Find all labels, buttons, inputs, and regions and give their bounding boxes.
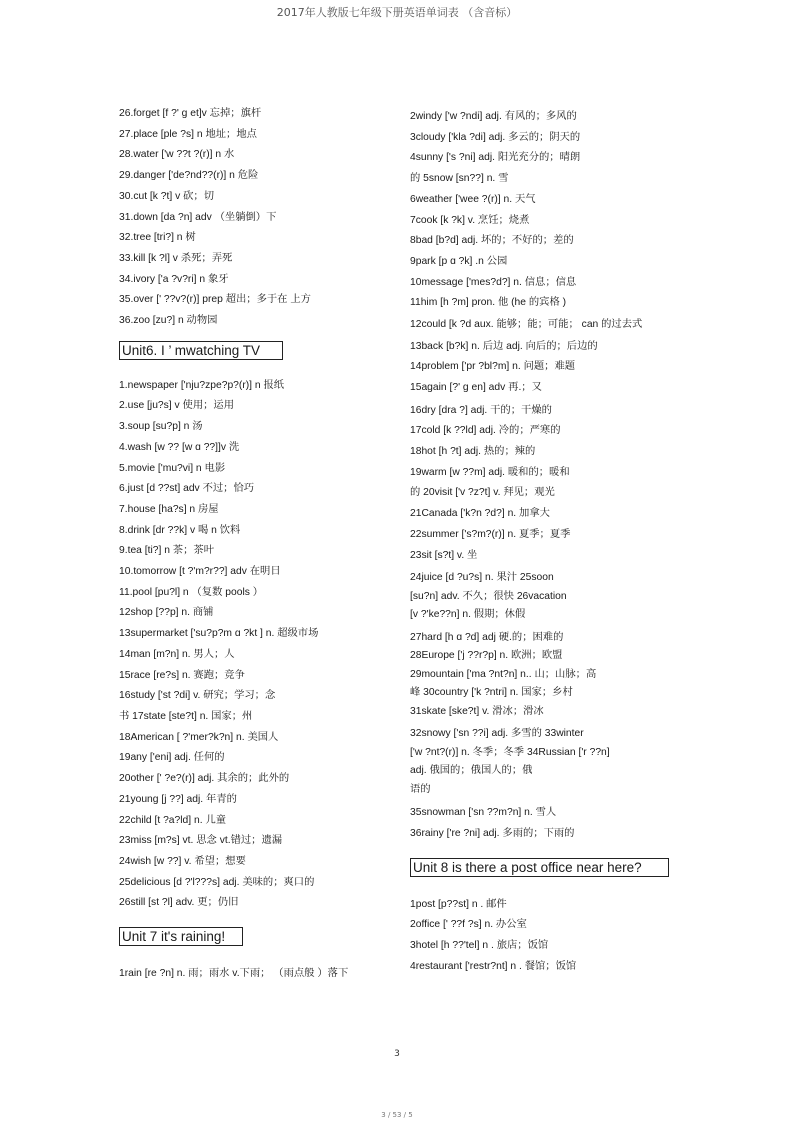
word-entry: 6weather ['wee ?(r)] n. 天气 — [410, 193, 536, 205]
unit7-title: Unit 7 it's raining! — [119, 927, 243, 946]
word-entry: 20other [' ?e?(r)] adj. 其余的；此外的 — [119, 773, 290, 785]
word-entry: 26still [st ?l] adv. 更；仍旧 — [119, 897, 239, 909]
word-entry: 2office [' ??f ?s] n. 办公室 — [410, 919, 527, 931]
word-entry: 2windy ['w ?ndi] adj. 有风的；多风的 — [410, 111, 577, 122]
word-entry: 19warm [w ??m] adj. 暖和的；暖和 — [410, 466, 570, 478]
word-entry: 15race [re?s] n. 赛跑；竞争 — [119, 669, 245, 681]
word-entry: 30.cut [k ?t] v 砍；切 — [119, 190, 214, 202]
page-footer: 3 / 53 / 5 — [381, 1111, 413, 1119]
right-entries-a — [410, 107, 680, 314]
word-entry: 36rainy ['re ?ni] adj. 多雨的；下雨的 — [410, 827, 575, 839]
right-entries-c — [410, 401, 680, 567]
word-entry: 24juice [d ?u?s] n. 果汁 25soon — [410, 572, 554, 584]
word-entry: 10.tomorrow [t ?'m?r??] adv 在明日 — [119, 566, 281, 578]
word-entry: 3.soup [su?p] n 汤 — [119, 421, 203, 433]
word-entry: 3hotel [h ??'tel] n . 旅店；饭馆 — [410, 940, 549, 952]
page-number: 3 — [394, 1049, 400, 1059]
word-entry: 9.tea [ti?] n 茶；茶叶 — [119, 545, 214, 557]
word-entry: 27hard [h ɑ ?d] adj 硬.的；困难的 — [410, 631, 564, 643]
word-entry: 18American [ ?'mer?k?n] n. 美国人 — [119, 731, 279, 743]
word-entry: 34.ivory ['a ?v?ri] n 象牙 — [119, 273, 229, 285]
word-entry: 12shop [??p] n. 商铺 — [119, 607, 214, 619]
word-entry: adj. 俄国的；俄国人的；俄 — [410, 765, 533, 777]
word-entry: 17cold [k ??ld] adj. 冷的；严寒的 — [410, 425, 561, 437]
word-entry: 的 5snow [sn??] n. 雪 — [410, 173, 509, 185]
word-entry: 4.wash [w ?? [w ɑ ??]]v 洗 — [119, 441, 240, 453]
word-entry: 3cloudy ['kla ?di] adj. 多云的；阴天的 — [410, 131, 581, 143]
word-entry: 15again [?' ɡ en] adv 再.；又 — [410, 381, 542, 393]
word-entry: 1rain [re ?n] n. 雨；雨水 v.下雨； （雨点般 ）落下 — [119, 968, 349, 980]
word-entry: 22summer ['s?m?(r)] n. 夏季；夏季 — [410, 528, 571, 540]
right-entries-b — [410, 337, 680, 399]
right-entries-g — [410, 803, 680, 844]
word-entry: 峰 30country ['k ?ntri] n. 国家；乡村 — [410, 687, 573, 699]
left-top-entries — [119, 104, 389, 332]
word-entry: 35snowman ['sn ??m?n] n. 雪人 — [410, 807, 557, 819]
word-entry: 31.down [da ?n] adv （坐躺倒）下 — [119, 211, 277, 223]
word-entry: 书 17state [ste?t] n. 国家；州 — [119, 710, 253, 722]
word-entry: 8.drink [dr ??k] v 喝 n 饮料 — [119, 524, 241, 536]
right-entries-d — [410, 569, 680, 625]
word-entry: 2.use [ju?s] v 使用；运用 — [119, 400, 235, 412]
word-entry: 28Europe ['j ??r?p] n. 欧洲；欧盟 — [410, 650, 563, 662]
word-entry: [su?n] adv. 不久；很快 26vacation — [410, 590, 567, 602]
word-entry: 13back [b?k] n. 后边 adj. 向后的；后边的 — [410, 340, 598, 352]
word-entry: 11.pool [pu?l] n （复数 pools ） — [119, 586, 264, 598]
word-entry: 31skate [ske?t] v. 滑冰；滑冰 — [410, 705, 544, 717]
unit8-title: Unit 8 is there a post office near here? — [410, 858, 669, 877]
word-entry: 7.house [ha?s] n 房屋 — [119, 503, 219, 515]
word-entry: 19any ['eni] adj. 任何的 — [119, 752, 225, 764]
word-entry: 36.zoo [zu?] n 动物园 — [119, 315, 218, 327]
word-entry: 28.water ['w ??t ?(r)] n 水 — [119, 149, 235, 161]
unit8-entries — [410, 895, 680, 978]
word-entry: [v ?'ke??n] n. 假期；休假 — [410, 609, 526, 621]
word-entry: 16dry [dra ?] adj. 干的；干燥的 — [410, 404, 552, 416]
word-entry: 8bad [b?d] adj. 坏的；不好的；差的 — [410, 235, 574, 247]
right-entries-e — [410, 629, 680, 722]
word-entry: 13supermarket ['su?p?m ɑ ?kt ] n. 超级市场 — [119, 628, 319, 640]
word-entry: 6.just [d ??st] adv 不过；恰巧 — [119, 483, 255, 495]
word-entry-could: 12could [k ?d aux. 能够；能；可能； can 的过去式 — [410, 319, 643, 331]
word-entry: 9park [p ɑ ?k] .n 公园 — [410, 255, 508, 267]
word-entry: 语的 — [410, 783, 431, 795]
word-entry: 11him [h ?m] pron. 他 (he 的宾格 ) — [410, 297, 567, 309]
word-entry: 10message ['mes?d?] n. 信息；信息 — [410, 276, 577, 288]
right-column — [410, 107, 680, 977]
word-entry: ['w ?nt?(r)] n. 冬季；冬季 34Russian ['r ??n] — [410, 746, 610, 758]
word-entry: 14problem ['pr ?bl?m] n. 问题；难题 — [410, 361, 576, 373]
word-entry: 23sit [s?t] v. 坐 — [410, 549, 478, 561]
word-entry: 21young [j ??] adj. 年青的 — [119, 793, 237, 805]
unit6-title: Unit6. I ’ mwatching TV — [119, 341, 283, 360]
word-entry: 32snowy ['sn ??i] adj. 多雪的 33winter — [410, 728, 584, 740]
word-entry: 21Canada ['k?n ?d?] n. 加拿大 — [410, 508, 550, 520]
word-entry: 29.danger ['de?nd??(r)] n 危险 — [119, 170, 259, 182]
word-entry: 24wish [w ??] v. 希望；想要 — [119, 855, 246, 867]
word-entry: 26.forget [f ?' ɡ et]v 忘掉；旗杆 — [119, 108, 262, 119]
word-entry: 18hot [h ?t] adj. 热的；辣的 — [410, 446, 536, 458]
unit6-entries — [119, 376, 389, 914]
word-entry: 14man [m?n] n. 男人；人 — [119, 648, 235, 660]
word-entry: 33.kill [k ?l] v 杀死；弄死 — [119, 252, 233, 264]
word-entry: 4sunny ['s ?ni] adj. 阳光充分的；晴朗 — [410, 152, 581, 164]
word-entry: 的 20visit ['v ?z?t] v. 拜见；观光 — [410, 487, 555, 499]
word-entry: 4restaurant ['restr?nt] n . 餐馆；饭馆 — [410, 960, 577, 972]
document-header: 2017年人教版七年级下册英语单词表 （含音标） — [276, 6, 518, 19]
unit7-entries — [119, 964, 389, 985]
word-entry: 35.over [' ??v?(r)] prep 超出；多于在 上方 — [119, 294, 311, 306]
word-entry: 32.tree [tri?] n 树 — [119, 232, 196, 244]
word-entry: 1.newspaper ['nju?zpe?p?(r)] n 报纸 — [119, 379, 285, 391]
word-entry: 16study ['st ?di] v. 研究；学习；念 — [119, 690, 276, 702]
word-entry: 23miss [m?s] vt. 思念 vt.错过；遗漏 — [119, 835, 283, 847]
word-entry: 29mountain ['ma ?nt?n] n.. 山；山脉；高 — [410, 668, 597, 680]
word-entry: 27.place [ple ?s] n 地址；地点 — [119, 128, 257, 140]
word-entry: 25delicious [d ?'l???s] adj. 美味的；爽口的 — [119, 876, 315, 888]
right-entries-f — [410, 725, 680, 799]
word-entry: 1post [p??st] n . 邮件 — [410, 898, 507, 910]
word-entry: 22child [t ?a?ld] n. 儿童 — [119, 814, 227, 826]
word-entry: 5.movie ['mu?vi] n 电影 — [119, 462, 226, 474]
left-column — [119, 104, 389, 985]
word-entry: 7cook [k ?k] v. 烹饪；烧煮 — [410, 214, 530, 226]
